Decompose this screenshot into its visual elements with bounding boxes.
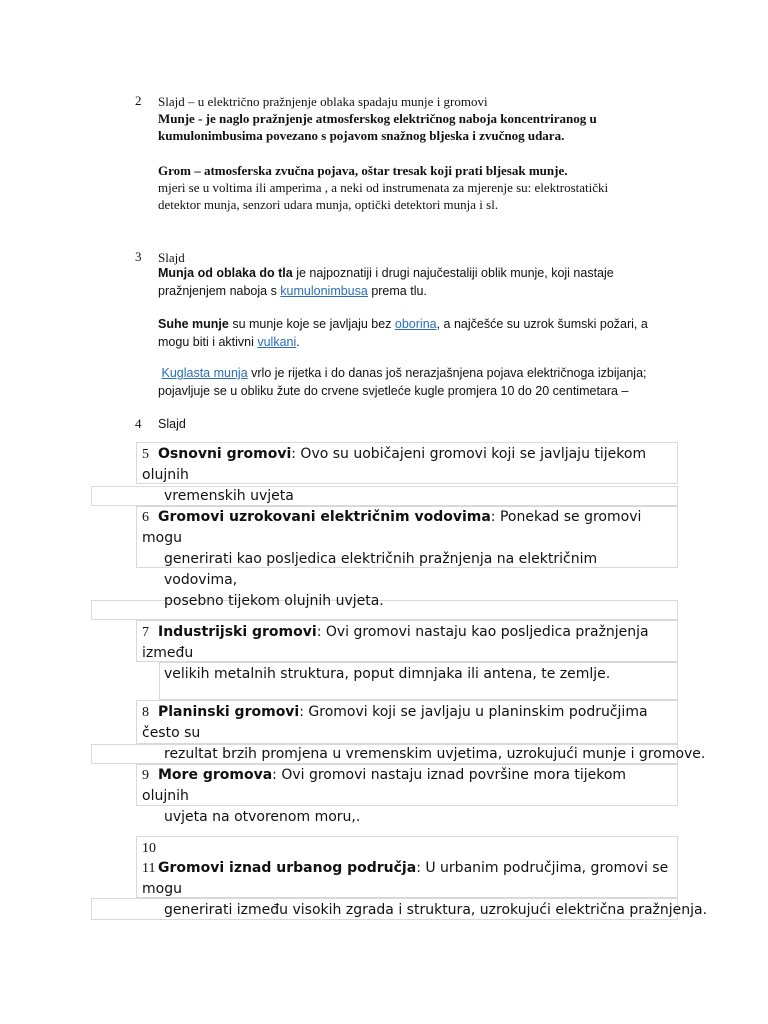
slide4-number: 4 bbox=[135, 416, 142, 431]
item-term: Planinski gromovi bbox=[158, 704, 300, 720]
slide3-heading: Slajd bbox=[158, 250, 185, 265]
p1-text2b: prema tlu. bbox=[367, 284, 427, 298]
p3-text1: vrlo je rijetka i do danas još nerazjašnjena pojava električnoga izbijanja; bbox=[247, 366, 647, 380]
item-number: 9 bbox=[142, 768, 149, 783]
item-text: : Ponekad se gromovi mogu bbox=[142, 509, 642, 546]
list-item-7 bbox=[142, 622, 674, 685]
item-number: 5 bbox=[142, 447, 149, 462]
item-text-cont: vremenskih uvjeta bbox=[164, 488, 294, 504]
item-text: : Gromovi koji se javljaju u planinskim područjima često su bbox=[142, 704, 648, 741]
item-text-cont: velikih metalnih struktura, poput dimnjaka ili antena, te zemlje. bbox=[164, 666, 611, 682]
item-number: 7 bbox=[142, 625, 149, 640]
list-item-9 bbox=[142, 765, 674, 828]
item-term: Gromovi iznad urbanog područja bbox=[158, 860, 417, 876]
item-term: Osnovni gromovi bbox=[158, 446, 292, 462]
item-text-cont: posebno tijekom olujnih uvjeta. bbox=[164, 593, 384, 609]
p3-text2: pojavljuje se u obliku žute do crvene svjetleće kugle promjera 10 do 20 centimetara – bbox=[158, 384, 629, 398]
item-number: 10 bbox=[142, 841, 156, 856]
grom-line: Grom – atmosferska zvučna pojava, oštar tresak koji prati bljesak munje. bbox=[158, 163, 568, 178]
list-item-5 bbox=[142, 444, 674, 507]
item-term: Gromovi uzrokovani električnim vodovima bbox=[158, 509, 491, 525]
p2-text2a: mogu biti i aktivni bbox=[158, 335, 258, 349]
item-text: : Ovo su uobičajeni gromovi koji se javljaju tijekom olujnih bbox=[142, 446, 647, 483]
item-text: : Ovi gromovi nastaju iznad površine mora tijekom olujnih bbox=[142, 767, 627, 804]
slide2-heading: Slajd – u električno pražnjenje oblaka spadaju munje i gromovi bbox=[158, 94, 488, 109]
item-number: 6 bbox=[142, 510, 149, 525]
munje-term: Munje bbox=[158, 111, 195, 126]
munje-text-line1: - je naglo pražnjenje atmosferskog električnog naboja koncentriranog u bbox=[194, 111, 597, 126]
mjeri-line2: detektor munja, senzori udara munja, optički detektori munja i sl. bbox=[158, 197, 499, 212]
p1-term: Munja od oblaka do tla bbox=[158, 266, 293, 280]
p2-text1b: , a najčešće su uzrok šumski požari, a bbox=[436, 317, 648, 331]
kuglasta-munja-link[interactable]: Kuglasta munja bbox=[161, 366, 248, 380]
vulkani-link[interactable]: vulkani bbox=[257, 335, 297, 349]
munje-text-line2: kumulonimbusima povezano s pojavom snažnog bljeska i zvučnog udara. bbox=[158, 128, 565, 143]
slide3-number: 3 bbox=[135, 249, 142, 264]
item-text-cont: generirati kao posljedica električnih pražnjenja na električnim vodovima, bbox=[164, 551, 598, 588]
slide3-paragraph-2 bbox=[158, 315, 698, 351]
list-item-11 bbox=[142, 858, 708, 921]
list-item-8 bbox=[142, 702, 706, 765]
item-text: : Ovi gromovi nastaju kao posljedica pražnjenja između bbox=[142, 624, 649, 661]
item-text-cont: uvjeta na otvorenom moru,. bbox=[164, 809, 361, 825]
slide3-paragraph-1 bbox=[158, 264, 698, 300]
kumulonimbusa-link[interactable]: kumulonimbusa bbox=[280, 284, 368, 298]
slide2-grom-paragraph bbox=[158, 162, 608, 213]
p1-text2a: pražnjenjem naboja s bbox=[158, 284, 281, 298]
item-term: More gromova bbox=[158, 767, 273, 783]
item-number: 11 bbox=[142, 861, 156, 876]
item-text-cont: rezultat brzih promjena u vremenskim uvjetima, uzrokujući munje i gromove. bbox=[164, 746, 706, 762]
mjeri-line1: mjeri se u voltima ili amperima , a neki od instrumenata za mjerenje su: elektrostatički bbox=[158, 180, 609, 195]
p2-term: Suhe munje bbox=[158, 317, 229, 331]
item-text: : U urbanim područjima, gromovi se mogu bbox=[142, 860, 669, 897]
list-item-6 bbox=[142, 507, 674, 612]
slide4-heading: Slajd bbox=[158, 417, 186, 431]
slide2-munje-paragraph bbox=[158, 110, 698, 144]
p2-text2b: . bbox=[296, 335, 300, 349]
p1-text1: je najpoznatiji i drugi najučestaliji oblik munje, koji nastaje bbox=[292, 266, 614, 280]
slide2-number: 2 bbox=[135, 93, 142, 108]
item-number: 8 bbox=[142, 705, 149, 720]
list-item-10 bbox=[142, 838, 674, 859]
item-term: Industrijski gromovi bbox=[158, 624, 317, 640]
oborina-link[interactable]: oborina bbox=[394, 317, 437, 331]
p2-text1a: su munje koje se javljaju bez bbox=[228, 317, 395, 331]
item-text-cont: generirati između visokih zgrada i struktura, uzrokujući električna pražnjenja. bbox=[164, 902, 708, 918]
slide3-paragraph-3 bbox=[158, 364, 718, 400]
